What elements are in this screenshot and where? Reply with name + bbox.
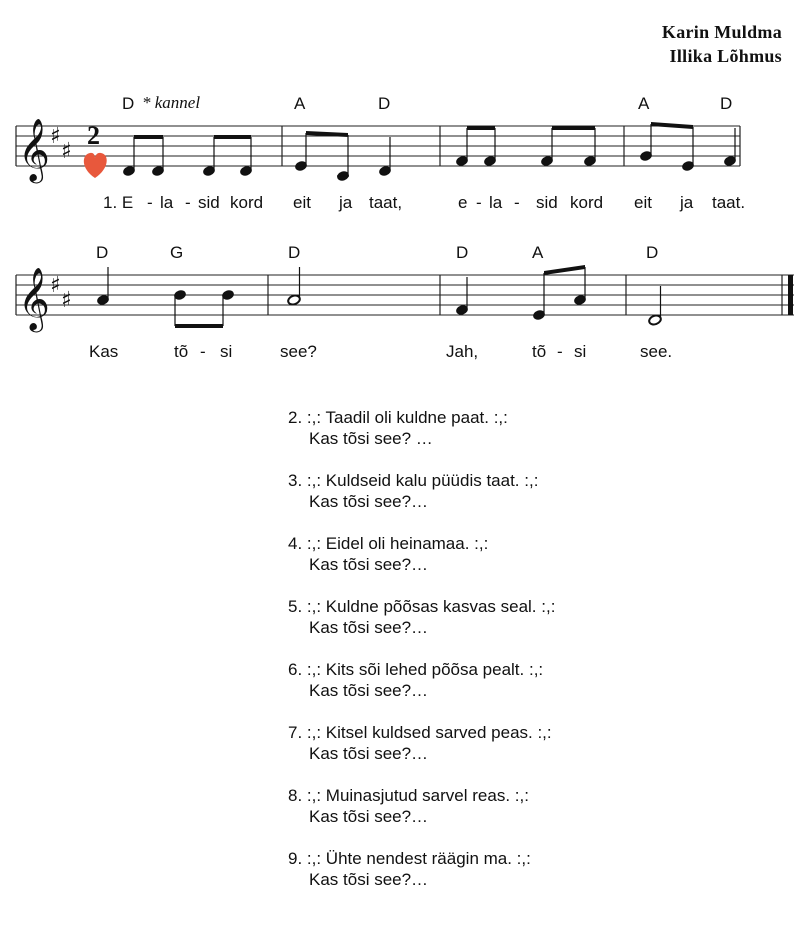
sharp-icon: ♯ <box>50 124 61 149</box>
verse-line: 4. :,: Eidel oli heinamaa. :,: <box>288 534 489 553</box>
music-staff-2 <box>0 255 800 335</box>
lyric-hyphen: - <box>514 193 520 212</box>
verse <box>288 407 555 449</box>
lyric-hyphen: - <box>557 342 563 361</box>
verse-refrain: Kas tõsi see? … <box>309 429 433 448</box>
chord-symbol: A <box>638 94 650 113</box>
lyric-syllable: eit <box>634 193 652 212</box>
lyric-syllable: ja <box>339 193 353 212</box>
lyric-syllable: Jah, <box>446 342 479 361</box>
verse <box>288 659 555 701</box>
lyric-syllable: la <box>489 193 503 212</box>
chord-symbol: D <box>122 94 135 113</box>
composer-name: Karin Muldma <box>661 22 782 42</box>
staff-lines <box>16 126 740 166</box>
lyric-syllable: si <box>574 342 587 361</box>
heart-icon <box>84 153 107 178</box>
lyric-hyphen: - <box>200 342 206 361</box>
treble-clef-icon: 𝄞 <box>18 267 50 330</box>
verse <box>288 848 555 890</box>
notes-measure-8 <box>648 286 662 326</box>
notes-measure-5 <box>96 267 234 328</box>
verse <box>288 533 555 575</box>
credits <box>662 20 782 68</box>
verse-line: 2. :,: Taadil oli kuldne paat. :,: <box>288 408 508 427</box>
verse-refrain: Kas tõsi see?… <box>309 744 429 763</box>
notes-measure-6 <box>287 267 301 306</box>
verse <box>288 785 555 827</box>
music-staff-1 <box>0 106 800 186</box>
treble-clef-icon: 𝄞 <box>18 118 50 181</box>
verse-refrain: Kas tõsi see?… <box>309 870 429 889</box>
chord-symbol: A <box>532 243 544 262</box>
lyric-syllable: tõ <box>532 342 547 361</box>
lyric-hyphen: - <box>147 193 153 212</box>
lyric-syllable: e <box>458 193 468 212</box>
verse-refrain: Kas tõsi see?… <box>309 681 429 700</box>
verse <box>288 470 555 512</box>
staff-lines <box>16 275 794 315</box>
lyric-syllable: see. <box>640 342 673 361</box>
lyric-hyphen: - <box>476 193 482 212</box>
verse <box>288 596 555 638</box>
lyric-syllable: si <box>220 342 233 361</box>
lyric-syllable: see? <box>280 342 317 361</box>
verse-line: 7. :,: Kitsel kuldsed sarved peas. :,: <box>288 723 552 742</box>
time-signature: 2 <box>87 121 100 150</box>
lyric-syllable: Kas <box>89 342 119 361</box>
lyric-syllable: sid <box>536 193 558 212</box>
lyric-syllable: 1. E <box>103 193 134 212</box>
notes-measure-7 <box>455 265 586 321</box>
verse-refrain: Kas tõsi see?… <box>309 492 429 511</box>
lyric-syllable: eit <box>293 193 311 212</box>
sharp-icon: ♯ <box>61 139 72 164</box>
lyricist-name: Illika Lõhmus <box>669 46 782 66</box>
kannel-annotation: * kannel <box>142 93 201 112</box>
lyric-syllable: taat, <box>369 193 403 212</box>
lyric-syllable: kord <box>570 193 604 212</box>
lyric-syllable: taat. <box>712 193 746 212</box>
chord-symbol: D <box>96 243 109 262</box>
lyric-syllable: la <box>160 193 174 212</box>
sharp-icon: ♯ <box>61 288 72 313</box>
verse-line: 8. :,: Muinasjutud sarvel reas. :,: <box>288 786 529 805</box>
lyric-syllable: ja <box>680 193 694 212</box>
notes-measure-4 <box>639 122 736 172</box>
verse-refrain: Kas tõsi see?… <box>309 618 429 637</box>
chord-symbol: D <box>720 94 733 113</box>
chord-symbol: D <box>378 94 391 113</box>
lyric-syllable: kord <box>230 193 264 212</box>
verse-refrain: Kas tõsi see?… <box>309 555 429 574</box>
lyric-syllable: tõ <box>174 342 189 361</box>
verse-line: 5. :,: Kuldne põõsas kasvas seal. :,: <box>288 597 556 616</box>
chord-symbol: D <box>646 243 659 262</box>
chord-symbol: D <box>456 243 469 262</box>
verse-line: 9. :,: Ühte nendest räägin ma. :,: <box>288 849 531 868</box>
lyric-syllable: sid <box>198 193 220 212</box>
verse <box>288 722 555 764</box>
chord-symbol: G <box>170 243 184 262</box>
verse-line: 6. :,: Kits sõi lehed põõsa pealt. :,: <box>288 660 544 679</box>
verses-list <box>288 407 555 911</box>
verse-refrain: Kas tõsi see?… <box>309 807 429 826</box>
sharp-icon: ♯ <box>50 273 61 298</box>
final-barline <box>788 275 793 315</box>
chord-symbol: D <box>288 243 301 262</box>
lyric-hyphen: - <box>185 193 191 212</box>
verse-line: 3. :,: Kuldseid kalu püüdis taat. :,: <box>288 471 539 490</box>
chord-symbol: A <box>294 94 306 113</box>
